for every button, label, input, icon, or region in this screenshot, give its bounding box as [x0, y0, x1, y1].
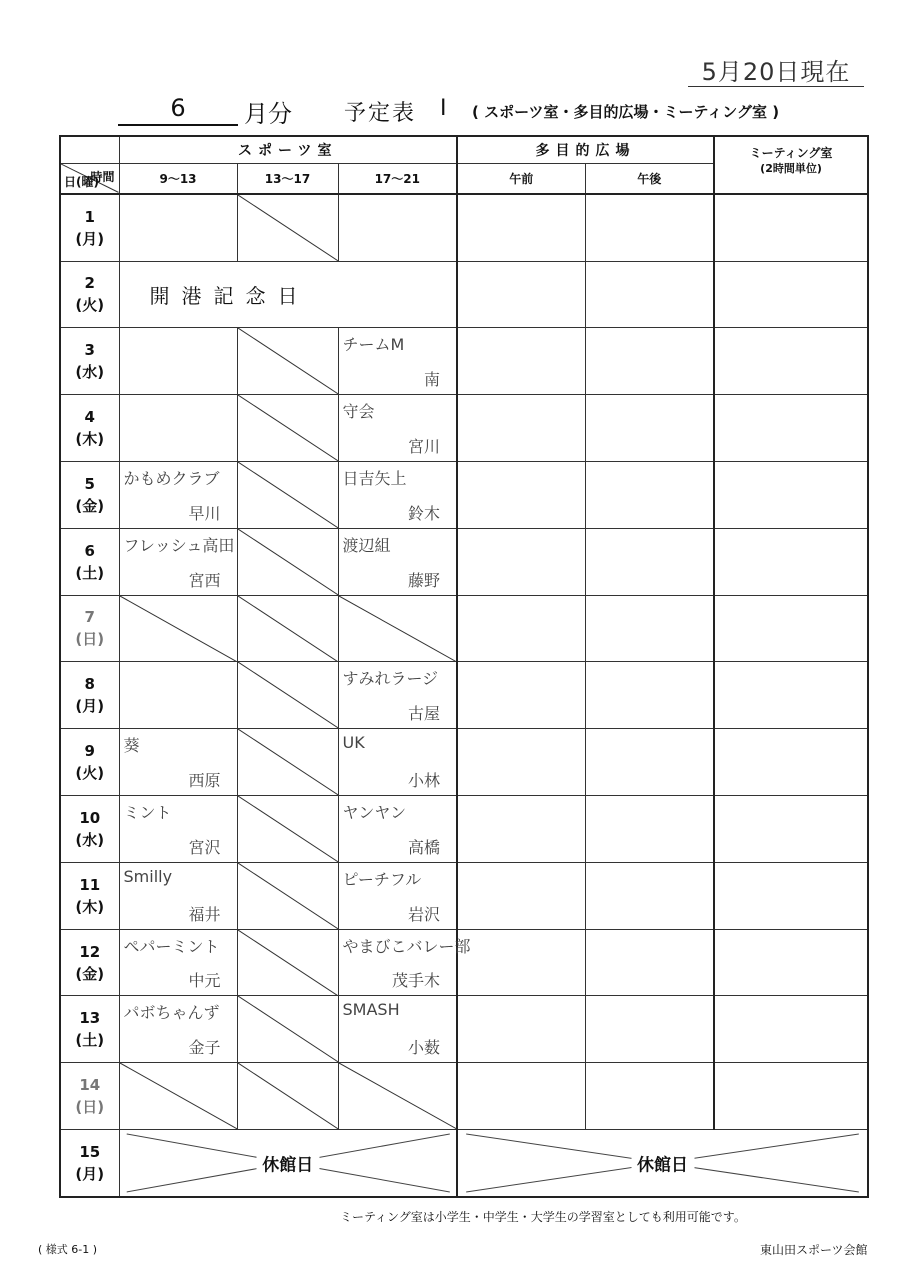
plaza-am-cell — [457, 996, 585, 1063]
plaza-header: 多目的広場 — [457, 136, 714, 164]
team-name: UK — [342, 733, 365, 753]
team-name: ペパーミント — [123, 936, 220, 956]
day-row — [60, 194, 868, 261]
team-name: Smilly — [123, 866, 173, 886]
plaza-am-cell — [457, 395, 585, 462]
date-cell — [60, 395, 119, 462]
contact-name: 金子 — [188, 1038, 221, 1058]
day-row — [60, 395, 868, 462]
meeting-room-header — [714, 136, 868, 194]
plaza-pm-cell — [585, 862, 714, 929]
meeting-cell — [714, 796, 868, 863]
plaza-am-cell — [457, 461, 585, 528]
team-name: やまびこバレー部 — [342, 936, 471, 956]
team-name: ピーチフル — [342, 869, 422, 889]
slot-17-21-cell — [338, 595, 457, 662]
unavailable-slash — [238, 395, 338, 461]
day-number: 4 — [84, 408, 95, 427]
plaza-pm-cell — [585, 461, 714, 528]
plaza-am-cell — [457, 194, 585, 261]
slot-13-17-cell — [237, 461, 338, 528]
day-number: 2 — [84, 274, 95, 293]
date-cell — [60, 929, 119, 996]
day-number: 11 — [79, 875, 101, 894]
team-name: パボちゃんず — [123, 1003, 220, 1023]
day-of-week: (金) — [75, 496, 105, 515]
day-of-week: (火) — [75, 296, 105, 315]
plaza-pm-cell — [585, 395, 714, 462]
slot-9-13-cell — [119, 328, 237, 395]
slot-9-13-cell — [119, 662, 237, 729]
plaza-pm-cell — [585, 662, 714, 729]
team-name: かもめクラブ — [123, 468, 220, 488]
month-suffix: 月分 — [244, 100, 292, 128]
slot-17-21-cell — [338, 395, 457, 462]
day-row — [60, 862, 868, 929]
form-number: ( 様式 6-1 ) — [38, 1243, 98, 1256]
day-number: 1 — [84, 207, 95, 226]
unavailable-slash — [339, 1063, 457, 1129]
plaza-am-cell — [457, 796, 585, 863]
team-name: すみれラージ — [342, 669, 439, 689]
slot-9-13-header: 9～13 — [119, 164, 237, 194]
day-of-week: (木) — [75, 430, 105, 449]
day-of-week: (土) — [75, 563, 105, 582]
slot-17-21-cell — [338, 328, 457, 395]
team-name: SMASH — [342, 1000, 400, 1020]
date-cell — [60, 662, 119, 729]
day-number: 5 — [84, 474, 95, 493]
date-cell — [60, 328, 119, 395]
closed-plaza-meeting-cell — [457, 1130, 868, 1197]
slot-9-13-cell — [119, 729, 237, 796]
team-name: フレッシュ高田 — [123, 535, 235, 555]
day-row — [60, 929, 868, 996]
day-number: 9 — [84, 742, 95, 761]
days-body — [60, 194, 868, 1197]
date-cell — [60, 996, 119, 1063]
day-row — [60, 528, 868, 595]
slot-17-21-cell — [338, 729, 457, 796]
team-name: 日吉矢上 — [342, 468, 407, 488]
date-cell — [60, 194, 119, 261]
day-of-week: (土) — [75, 1031, 105, 1050]
plaza-pm-cell — [585, 929, 714, 996]
slot-17-21-cell — [338, 662, 457, 729]
slot-13-17-cell — [237, 395, 338, 462]
date-cell — [60, 729, 119, 796]
unavailable-slash — [238, 863, 338, 929]
day-number: 3 — [84, 341, 95, 360]
slot-17-21-cell — [338, 796, 457, 863]
meeting-room-label: ミーティング室 — [749, 146, 833, 160]
unavailable-slash — [339, 596, 457, 662]
slot-17-21-cell — [338, 194, 457, 261]
meeting-cell — [714, 194, 868, 261]
day-number: 6 — [84, 541, 95, 560]
corner-date-label: 日(曜) — [64, 174, 99, 189]
meeting-cell — [714, 996, 868, 1063]
day-row — [60, 996, 868, 1063]
plaza-pm-cell — [585, 528, 714, 595]
unavailable-slash — [238, 930, 338, 996]
plaza-pm-cell — [585, 328, 714, 395]
day-row — [60, 729, 868, 796]
contact-name: 宮沢 — [188, 837, 221, 857]
organization-name: 東山田スポーツ会館 — [760, 1243, 868, 1257]
day-number: 14 — [79, 1076, 101, 1095]
meeting-cell — [714, 729, 868, 796]
contact-name: 小林 — [408, 771, 441, 791]
slot-13-17-cell — [237, 194, 338, 261]
day-row — [60, 796, 868, 863]
plaza-pm-cell — [585, 595, 714, 662]
schedule-table — [59, 135, 869, 1198]
day-row — [60, 595, 868, 662]
day-number: 15 — [79, 1143, 101, 1162]
plaza-am-cell — [457, 929, 585, 996]
plaza-am-cell — [457, 662, 585, 729]
day-of-week: (水) — [75, 830, 105, 849]
slot-17-21-cell — [338, 461, 457, 528]
unavailable-slash — [238, 195, 338, 261]
unavailable-slash — [238, 529, 338, 595]
corner-header — [60, 164, 119, 194]
contact-name: 茂手木 — [392, 971, 441, 991]
meeting-cell — [714, 595, 868, 662]
meeting-room-unit: (2時間単位) — [760, 162, 822, 175]
unavailable-slash — [238, 662, 338, 728]
day-number: 12 — [79, 942, 101, 961]
meeting-cell — [714, 328, 868, 395]
slot-9-13-cell — [119, 862, 237, 929]
date-cell — [60, 1063, 119, 1130]
plaza-am-cell — [457, 729, 585, 796]
slot-13-17-header: 13～17 — [237, 164, 338, 194]
plaza-pm-header: 午後 — [585, 164, 714, 194]
contact-name: 岩沢 — [408, 904, 441, 924]
day-of-week: (木) — [75, 897, 105, 916]
unavailable-slash — [238, 796, 338, 862]
contact-name: 高橋 — [408, 837, 441, 857]
unavailable-slash — [120, 1063, 237, 1129]
slot-13-17-cell — [237, 862, 338, 929]
meeting-cell — [714, 862, 868, 929]
date-cell — [60, 261, 119, 328]
contact-name: 古屋 — [408, 704, 441, 724]
slot-17-21-cell — [338, 862, 457, 929]
plaza-am-cell — [457, 1063, 585, 1130]
plaza-pm-cell — [585, 796, 714, 863]
schedule-title: 予定表 — [344, 101, 417, 126]
slot-17-21-header: 17～21 — [338, 164, 457, 194]
slot-17-21-cell — [338, 1063, 457, 1130]
team-name: 葵 — [123, 736, 140, 756]
slot-13-17-cell — [237, 1063, 338, 1130]
slot-9-13-cell — [119, 996, 237, 1063]
unavailable-slash — [238, 996, 338, 1062]
plaza-am-cell — [457, 261, 585, 328]
day-row — [60, 662, 868, 729]
day-row — [60, 461, 868, 528]
day-of-week: (日) — [75, 1098, 105, 1117]
plaza-am-cell — [457, 528, 585, 595]
contact-name: 宮川 — [408, 436, 441, 456]
slot-17-21-cell — [338, 929, 471, 996]
meeting-cell — [714, 395, 868, 462]
team-name: 渡辺組 — [342, 535, 391, 555]
corner-time-label: 時間 — [90, 170, 115, 185]
date-cell — [60, 528, 119, 595]
meeting-cell — [714, 261, 868, 328]
plaza-pm-cell — [585, 1063, 714, 1130]
closed-block — [120, 1130, 457, 1196]
day-number: 13 — [79, 1009, 101, 1028]
slot-17-21-cell — [338, 996, 457, 1063]
day-row — [60, 1130, 868, 1197]
contact-name: 早川 — [188, 503, 221, 523]
plaza-pm-cell — [585, 194, 714, 261]
contact-name: 福井 — [188, 904, 221, 924]
holiday-label: 開港記念日 — [149, 283, 310, 308]
contact-name: 藤野 — [408, 570, 441, 590]
slot-9-13-cell — [119, 528, 237, 595]
day-row — [60, 1063, 868, 1130]
day-number: 8 — [84, 675, 95, 694]
day-of-week: (月) — [75, 229, 105, 248]
meeting-cell — [714, 662, 868, 729]
plaza-am-header: 午前 — [457, 164, 585, 194]
plaza-am-cell — [457, 862, 585, 929]
date-cell — [60, 1130, 119, 1197]
slot-13-17-cell — [237, 729, 338, 796]
meeting-cell — [714, 528, 868, 595]
contact-name: 小薮 — [408, 1038, 441, 1058]
slot-9-13-cell — [119, 796, 237, 863]
day-of-week: (月) — [75, 697, 105, 716]
slot-13-17-cell — [237, 595, 338, 662]
slot-13-17-cell — [237, 796, 338, 863]
plaza-pm-cell — [585, 729, 714, 796]
meeting-cell — [714, 1063, 868, 1130]
team-name: チームM — [342, 335, 405, 355]
date-cell — [60, 461, 119, 528]
contact-name: 西原 — [188, 771, 221, 791]
unavailable-slash — [238, 596, 338, 662]
closed-label: 休館日 — [256, 1151, 319, 1176]
plaza-pm-cell — [585, 261, 714, 328]
closed-label: 休館日 — [631, 1151, 694, 1176]
day-number: 10 — [79, 808, 101, 827]
slot-13-17-cell — [237, 929, 338, 996]
contact-name: 宮西 — [188, 570, 221, 590]
day-of-week: (水) — [75, 363, 105, 382]
plaza-pm-cell — [585, 996, 714, 1063]
unavailable-slash — [238, 462, 338, 528]
team-name: ミント — [123, 803, 172, 823]
slot-13-17-cell — [237, 328, 338, 395]
slot-13-17-cell — [237, 528, 338, 595]
unavailable-slash — [238, 729, 338, 795]
plaza-am-cell — [457, 595, 585, 662]
unavailable-slash — [238, 1063, 338, 1129]
month-value: 6 — [118, 94, 238, 126]
slot-9-13-cell — [119, 395, 237, 462]
holiday-cell — [119, 261, 457, 328]
day-row — [60, 261, 868, 328]
footnote: ミーティング室は小学生・中学生・大学生の学習室としても利用可能です。 — [340, 1210, 746, 1224]
closed-block — [458, 1130, 867, 1196]
as-of-date: 5月20日現在 — [688, 52, 864, 87]
slot-9-13-cell — [119, 595, 237, 662]
contact-name: 中元 — [188, 971, 221, 991]
contact-name: 南 — [424, 370, 441, 390]
schedule-number: Ⅰ — [440, 96, 447, 121]
corner-header-top — [60, 136, 119, 164]
team-name: 守会 — [342, 402, 375, 422]
schedule-subtitle: ( スポーツ室・多目的広場・ミーティング室 ) — [472, 103, 780, 121]
day-of-week: (日) — [75, 630, 105, 649]
slot-9-13-cell — [119, 194, 237, 261]
date-cell — [60, 796, 119, 863]
day-number: 7 — [84, 608, 95, 627]
slot-13-17-cell — [237, 996, 338, 1063]
contact-name: 鈴木 — [408, 503, 441, 523]
slot-13-17-cell — [237, 662, 338, 729]
slot-9-13-cell — [119, 1063, 237, 1130]
day-of-week: (金) — [75, 964, 105, 983]
unavailable-slash — [120, 596, 237, 662]
day-row — [60, 328, 868, 395]
title-row — [118, 94, 898, 128]
meeting-cell — [714, 929, 868, 996]
unavailable-slash — [238, 328, 338, 394]
sports-room-header: スポーツ室 — [119, 136, 457, 164]
day-of-week: (火) — [75, 764, 105, 783]
closed-sports-cell — [119, 1130, 457, 1197]
date-cell — [60, 595, 119, 662]
date-cell — [60, 862, 119, 929]
slot-17-21-cell — [338, 528, 457, 595]
meeting-cell — [714, 461, 868, 528]
team-name: ヤンヤン — [342, 803, 407, 823]
slot-9-13-cell — [119, 929, 237, 996]
day-of-week: (月) — [75, 1165, 105, 1184]
slot-9-13-cell — [119, 461, 237, 528]
plaza-am-cell — [457, 328, 585, 395]
